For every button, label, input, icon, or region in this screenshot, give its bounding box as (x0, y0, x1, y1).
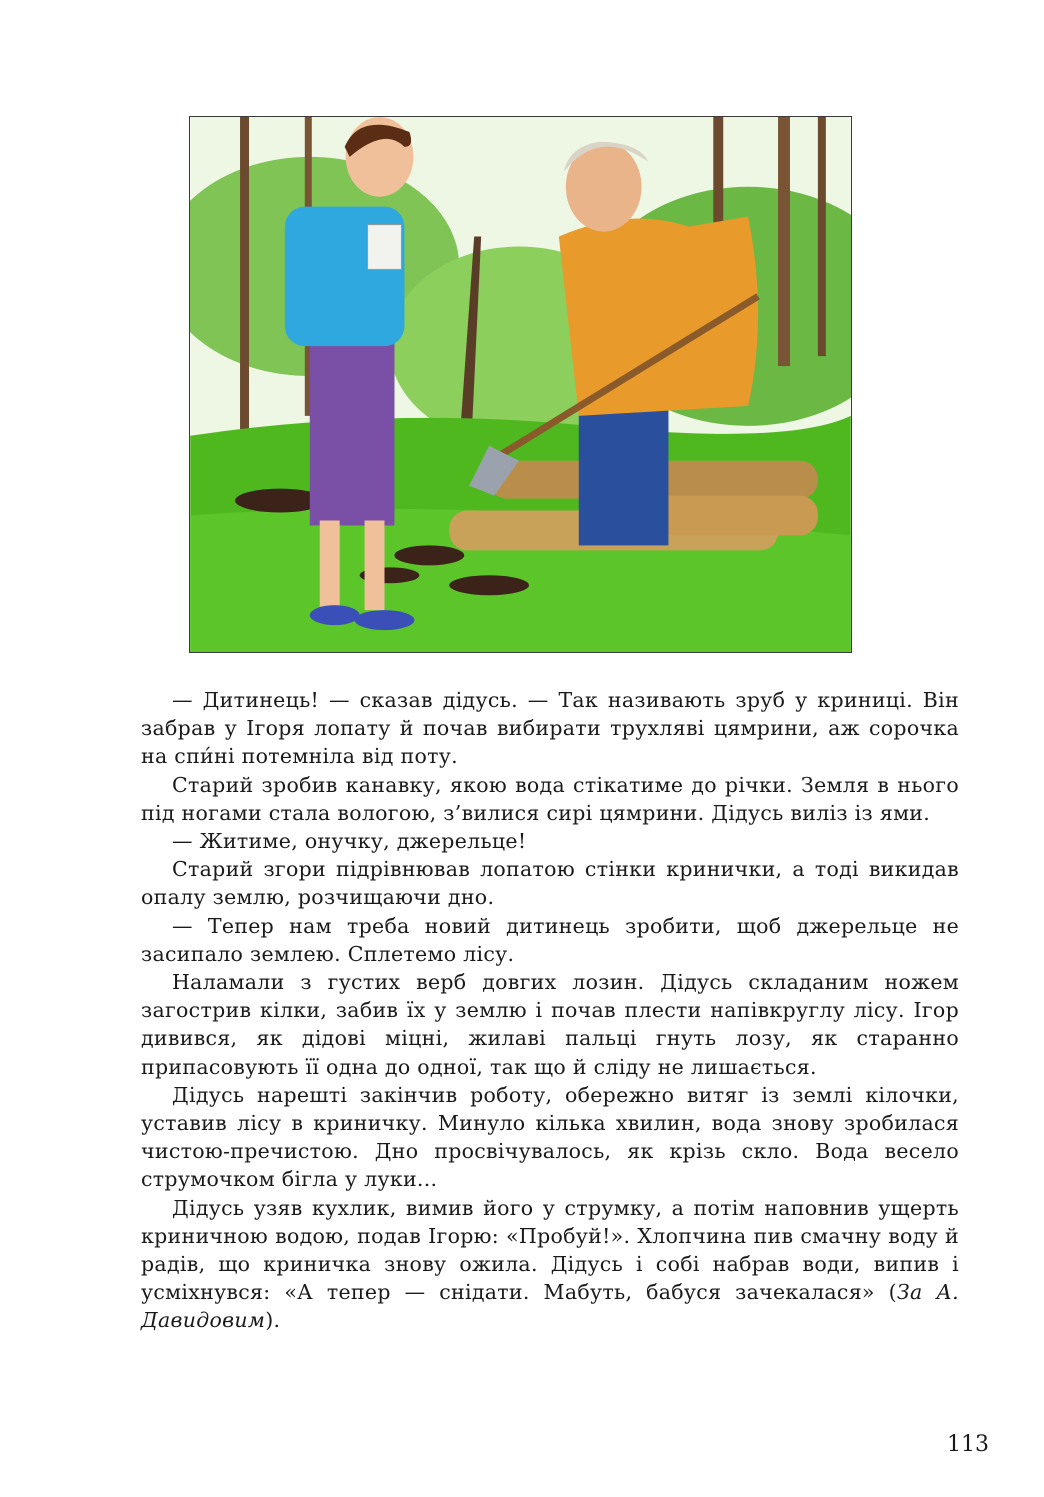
page-number: 113 (947, 1432, 989, 1457)
paragraph: Старий зробив канавку, якою вода стікатиме до річки. Земля в нього під ногами стала вологою, з’вилися сирі цямрини. Дідусь виліз із ями. (141, 772, 959, 825)
author-credit: За А. Давидовим (141, 1280, 960, 1333)
paragraph: Старий згори підрівнював лопатою стінки кринички, а тоді викидав опалу землю, розчищаючи дно. (141, 857, 959, 910)
last-paragraph-text: Дідусь узяв кухлик, вимив його у струмку, а потім наповнив ущерть криничною водою, подав Ігорю: «Пробуй!». Хлопчина пив смачну воду й радів, що криничка знову ожила. Дідусь і собі набрав води, випив і усміхнувся: «А тепер — снідати. Мабуть, бабуся зачекалася» ( (141, 1195, 959, 1305)
paragraph: — Житиме, онучку, джерельце! (172, 829, 527, 854)
story-illustration (189, 116, 852, 653)
paragraph: — Тепер нам треба новий дитинець зробити, щоб джерельце не засипало землею. Сплетемо лісу. (141, 913, 959, 966)
paragraph: Дідусь нарешті закінчив роботу, обережно витяг із землі кілочки, уставив лісу в криничку. Минуло кілька хвилин, вода знову зробилася чистою-пречистою. Дно просвічувалось, як крізь скло. Вода весело струмочком бігла у луки... (141, 1082, 959, 1192)
story-text (141, 686, 959, 1335)
paragraph: Наламали з густих верб довгих лозин. Дідусь складаним ножем загострив кілки, забив їх у землю і почав плести напівкруглу лісу. Ігор дивився, як дідові міцні, жилаві пальці гнуть лозу, як старанно припасовують її одна до одної, так що й сліду не лишається. (141, 970, 959, 1079)
last-paragraph (141, 1194, 959, 1335)
paragraph: — Дитинець! — сказав дідусь. — Так називають зруб у криниці. Він забрав у Ігоря лопату й почав вибирати трухляві цямрини, аж сорочка на спи́ні потемніла від поту. (141, 688, 959, 769)
last-paragraph-close: ). (265, 1308, 281, 1333)
boy-and-grandfather-digging-well-illustration (190, 117, 851, 652)
